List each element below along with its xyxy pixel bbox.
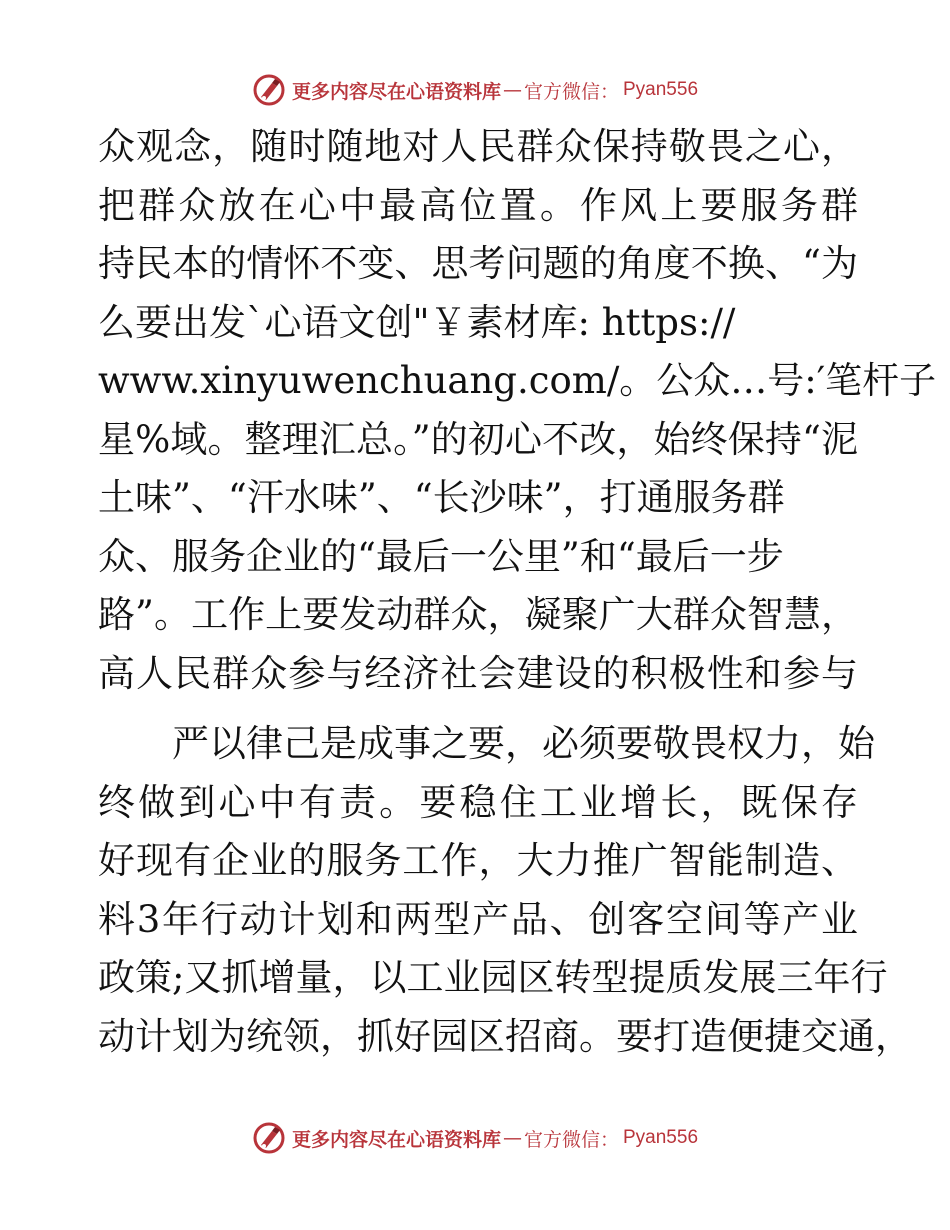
header-banner — [0, 70, 950, 110]
footer-banner — [0, 1118, 950, 1158]
text-line: 终做到心中有责。要稳住工业增长，既保存 — [98, 780, 858, 824]
header-banner-dash: — — [502, 79, 522, 101]
pen-logo-icon — [252, 1121, 286, 1155]
text-line: 星%域。整理汇总。”的初心不改，始终保持“泥 — [98, 417, 858, 461]
pen-logo-icon — [252, 73, 286, 107]
footer-banner-dash: — — [502, 1127, 522, 1149]
text-line: 土味”、“汗水味”、“长沙味”，打通服务群 — [98, 476, 785, 519]
footer-contact-label: 官方微信： — [523, 1128, 619, 1151]
footer-banner-content — [252, 1121, 698, 1155]
text-line: 众观念，随时随地对人民群众保持敬畏之心， — [98, 125, 858, 168]
text-line: 高人民群众参与经济社会建设的积极性和参与 — [98, 651, 858, 695]
text-line: www.xinyuwenchuang.com/。公众…号:′笔杆子 — [98, 359, 937, 402]
text-line: 动计划为统领，抓好园区招商。要打造便捷交通， — [98, 1014, 912, 1058]
header-wechat-handle: Pyan556 — [623, 79, 699, 100]
text-line: 政策;又抓增量，以工业园区转型提质发展三年行 — [98, 956, 888, 999]
body-text — [98, 118, 937, 1066]
header-banner-content — [252, 73, 698, 107]
header-contact-label: 官方微信： — [523, 80, 619, 103]
text-line: 严以律己是成事之要，必须要敬畏权力，始 — [172, 722, 875, 765]
text-line: 好现有企业的服务工作，大力推广智能制造、 — [98, 839, 858, 882]
header-banner-text: 更多内容尽在心语资料库 — [291, 80, 501, 103]
footer-banner-text: 更多内容尽在心语资料库 — [291, 1128, 501, 1151]
text-line: 众、服务企业的“最后一公里”和“最后一步 — [98, 534, 784, 578]
text-line: 料3年行动计划和两型产品、创客空间等产业 — [98, 897, 858, 941]
text-line: 持民本的情怀不变、思考问题的角度不换、“为 — [98, 242, 858, 285]
text-line: 路”。工作上要发动群众，凝聚广大群众智慧， — [98, 593, 858, 636]
text-line: 把群众放在心中最高位置。作风上要服务群 — [98, 183, 858, 227]
paragraph-gap — [98, 703, 858, 715]
footer-wechat-handle: Pyan556 — [623, 1127, 699, 1148]
text-line: 么要出发`心语文创"￥素材库: https:// — [98, 300, 736, 344]
